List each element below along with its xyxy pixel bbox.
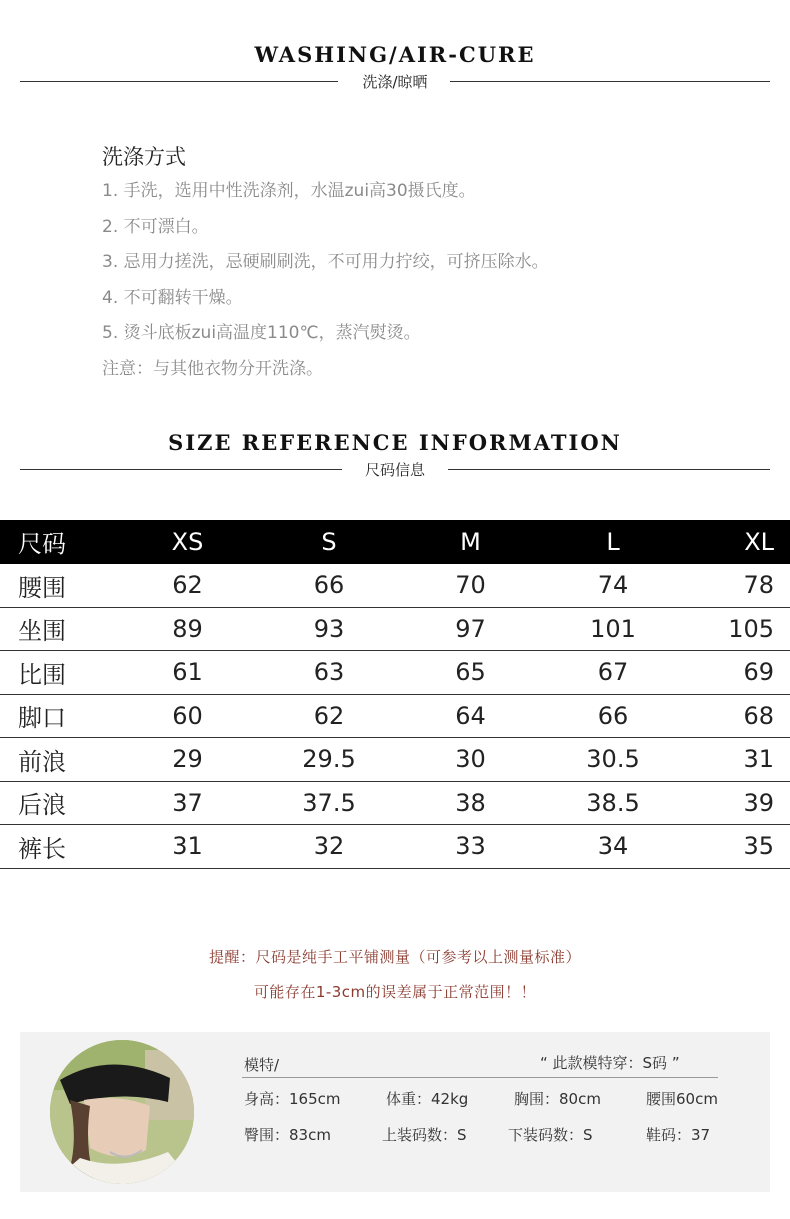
row-label: 后浪 [18,791,66,820]
cell-value: 38.5 [586,788,640,817]
cell-value: 65 [455,658,486,687]
cell-value: 37 [172,788,203,817]
cell-value: 39 [743,788,774,817]
cell-value: 34 [597,832,629,861]
cell-value: 29 [172,745,203,774]
model-info-card [20,1032,770,1192]
table-row [0,781,790,825]
cell-value: 70 [455,571,486,599]
washing-line: 5. 烫斗底板zui高温度110℃，蒸汽熨烫。 [102,323,421,343]
cell-value: 62 [313,701,345,730]
row-label: 裤长 [18,834,66,863]
cell-value: 35 [743,832,774,861]
row-label: 比围 [18,660,66,689]
table-row [0,607,790,651]
table-row [0,564,790,608]
washing-section-title: WASHING/AIR-CURE [254,42,536,67]
washing-section-subtitle: 洗涤/晾晒 [362,73,428,91]
washing-line: 4. 不可翻转干燥。 [102,287,243,308]
cell-value: 62 [172,571,203,599]
row-label: 前浪 [18,747,66,776]
header-size-label: 尺码 [18,530,66,559]
cell-value: 67 [597,658,629,687]
cell-value: 63 [313,658,345,687]
model-label: 模特/ [244,1056,280,1074]
washing-method-title: 洗涤方式 [102,145,186,169]
model-photo-icon [50,1040,194,1184]
cell-value: 30.5 [586,745,640,774]
washing-line: 2. 不可漂白。 [102,216,209,237]
cell-value: 61 [172,658,203,687]
header-size-s: S [321,527,337,556]
table-row [0,651,790,695]
model-top-size: 上装码数：S [382,1126,467,1144]
model-avatar [50,1040,194,1184]
model-height: 身高：165cm [244,1090,341,1108]
row-label: 脚口 [18,704,66,733]
table-row [0,694,790,738]
washing-instructions [102,140,762,387]
cell-value: 97 [455,614,486,643]
header-size-m: M [460,527,481,556]
cell-value: 60 [172,701,203,730]
cell-value: 93 [313,614,345,643]
header-size-l: L [606,527,620,556]
measurement-tolerance: 可能存在1-3cm的误差属于正常范围！！ [253,983,537,1001]
model-divider [242,1077,718,1078]
cell-value: 101 [590,614,636,643]
size-table [0,520,790,869]
header-size-xs: XS [171,527,204,556]
header-size-xl: XL [744,527,774,556]
cell-value: 29.5 [302,745,356,774]
model-hip: 臀围：83cm [244,1126,331,1144]
washing-line: 1. 手洗，选用中性洗涤剂，水温zui高30摄氏度。 [102,181,476,201]
model-chest: 胸围：80cm [514,1090,601,1108]
size-section-subtitle: 尺码信息 [364,461,425,479]
measurement-tip: 提醒：尺码是纯手工平铺测量（可参考以上测量标准） [208,948,581,966]
size-table-header-row [0,520,790,564]
cell-value: 66 [597,701,629,730]
cell-value: 30 [455,745,486,774]
cell-value: 31 [743,745,774,774]
model-bottom-size: 下装码数：S [508,1126,593,1144]
cell-value: 37.5 [302,788,356,817]
cell-value: 68 [743,701,774,730]
cell-value: 78 [743,571,774,599]
cell-value: 38 [455,788,486,817]
cell-value: 74 [597,571,629,599]
table-row [0,825,790,869]
row-label: 腰围 [18,573,66,602]
size-section-title: SIZE REFERENCE INFORMATION [168,430,622,455]
cell-value: 64 [455,701,486,730]
cell-value: 89 [172,614,203,643]
cell-value: 31 [172,832,203,861]
washing-line: 3. 忌用力搓洗，忌硬刷刷洗，不可用力拧绞，可挤压除水。 [102,252,549,272]
model-shoe-size: 鞋码：37 [646,1126,711,1144]
table-row [0,738,790,782]
cell-value: 69 [743,658,774,687]
model-weight: 体重：42kg [386,1090,469,1108]
model-size-note: “ 此款模特穿：S码 ” [540,1054,680,1072]
model-waist: 腰围60cm [646,1090,718,1108]
washing-note: 注意：与其他衣物分开洗涤。 [102,358,323,379]
cell-value: 66 [313,571,345,599]
cell-value: 33 [455,832,486,861]
cell-value: 32 [313,832,345,861]
cell-value: 105 [728,614,774,643]
row-label: 坐围 [18,617,66,646]
